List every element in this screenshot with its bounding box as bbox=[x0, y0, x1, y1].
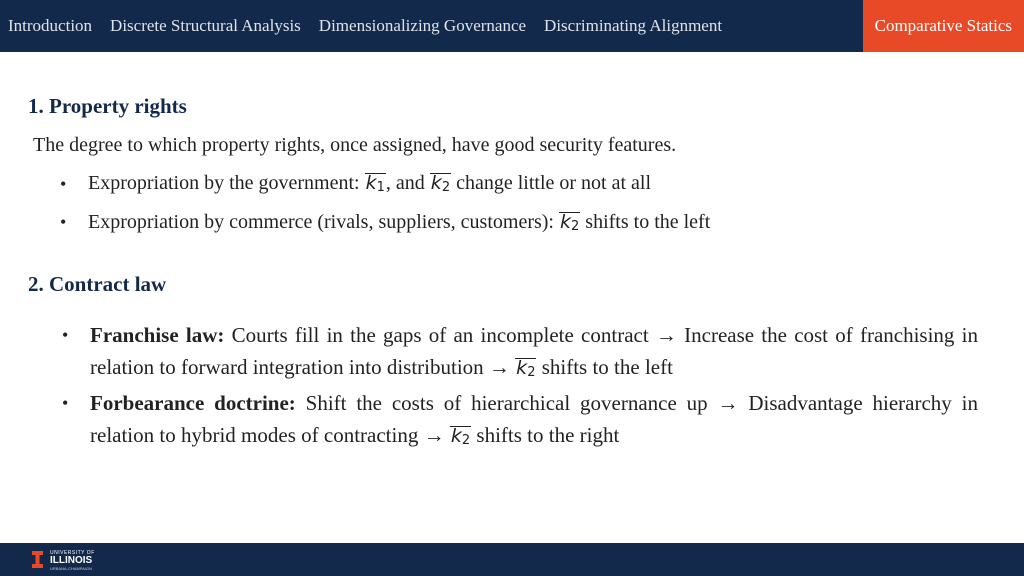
tab-discriminating-alignment[interactable]: Discriminating Alignment bbox=[544, 16, 723, 35]
bullet-expropriation-government: Expropriation by the government: $k_1$, and $k_2$ change little or not at all bbox=[88, 172, 652, 195]
math-k2: $k_2$ bbox=[430, 172, 451, 195]
top-navigation bbox=[0, 0, 1024, 52]
bullet-dot: • bbox=[60, 212, 67, 232]
university-logo: UNIVERSITY OF ILLINOIS URBANA-CHAMPAIGN bbox=[50, 550, 95, 571]
bullet-franchise-law: Franchise law: Courts fill in the gaps of an incomplete contract → Increase the cost of franchising in relation to forward integration into distribution → $k_2$ shifts to the left bbox=[90, 323, 978, 380]
section-heading-property-rights: 1. Property rights bbox=[28, 94, 187, 118]
section-heading-contract-law: 2. Contract law bbox=[28, 272, 167, 296]
property-rights-intro: The degree to which property rights, once assigned, have good security features. bbox=[33, 134, 677, 156]
bullet-dot: • bbox=[60, 174, 67, 194]
math-k1: $k_1$ bbox=[365, 172, 385, 195]
tab-comparative-statics[interactable]: Comparative Statics bbox=[863, 0, 1024, 52]
math-k2: $k_2$ bbox=[450, 425, 471, 448]
tab-introduction[interactable]: Introduction bbox=[8, 16, 93, 35]
math-k2: $k_2$ bbox=[560, 211, 580, 234]
footer-bar bbox=[0, 543, 1024, 576]
bullet-dot: • bbox=[62, 393, 69, 413]
bullet-dot: • bbox=[62, 325, 69, 345]
tab-dimensionalizing-governance[interactable]: Dimensionalizing Governance bbox=[318, 16, 527, 35]
bullet-expropriation-commerce: Expropriation by commerce (rivals, suppliers, customers): $k_2$ shifts to the left bbox=[88, 211, 711, 234]
illinois-block-i-icon bbox=[32, 551, 43, 568]
bullet-forbearance-doctrine: Forbearance doctrine: Shift the costs of hierarchical governance up → Disadvantage hierarchy in relation to hybrid modes of contracting → $k_2$ shifts to the right bbox=[90, 391, 978, 448]
tab-discrete-structural-analysis[interactable]: Discrete Structural Analysis bbox=[110, 16, 301, 35]
math-k2: $k_2$ bbox=[516, 357, 536, 380]
